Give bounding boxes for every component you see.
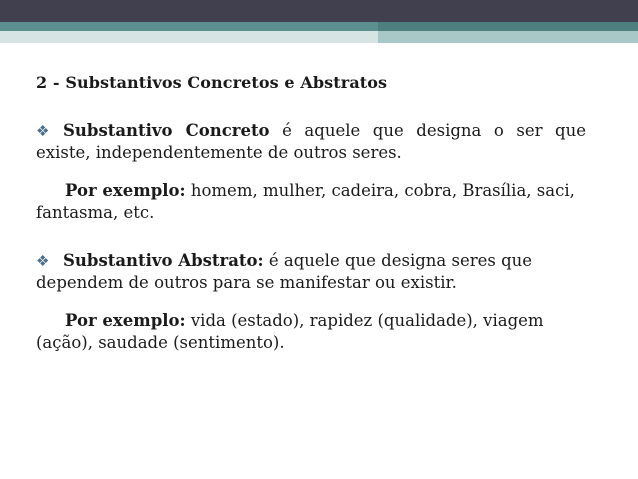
concreto-paragraph bbox=[36, 120, 586, 164]
abstrato-definition: é aquele que designa seres que dependem de outros para se manifestar ou existir. bbox=[36, 251, 533, 292]
concreto-term: Substantivo Concreto bbox=[63, 121, 270, 140]
concreto-example-label: Por exemplo: bbox=[65, 181, 186, 200]
header-band-accent-dark bbox=[378, 22, 638, 31]
concreto-definition: é aquele que designa o ser que existe, independentemente de outros seres. bbox=[36, 121, 586, 162]
abstrato-example bbox=[36, 310, 586, 354]
abstrato-term: Substantivo Abstrato: bbox=[63, 251, 264, 270]
abstrato-example-text: vida (estado), rapidez (qualidade), viagem (ação), saudade (sentimento). bbox=[36, 311, 544, 352]
header-band-accent-light bbox=[378, 31, 638, 43]
slide-content bbox=[36, 72, 586, 354]
concreto-example-text: homem, mulher, cadeira, cobra, Brasília, saci, fantasma, etc. bbox=[36, 181, 575, 222]
abstrato-example-label: Por exemplo: bbox=[65, 311, 186, 330]
header-band-dark bbox=[0, 0, 638, 22]
concreto-example bbox=[36, 180, 586, 224]
slide-title: 2 - Substantivos Concretos e Abstratos bbox=[36, 73, 388, 92]
abstrato-paragraph bbox=[36, 250, 586, 294]
diamond-bullet-icon: ❖ bbox=[36, 252, 50, 270]
diamond-bullet-icon: ❖ bbox=[36, 122, 50, 140]
